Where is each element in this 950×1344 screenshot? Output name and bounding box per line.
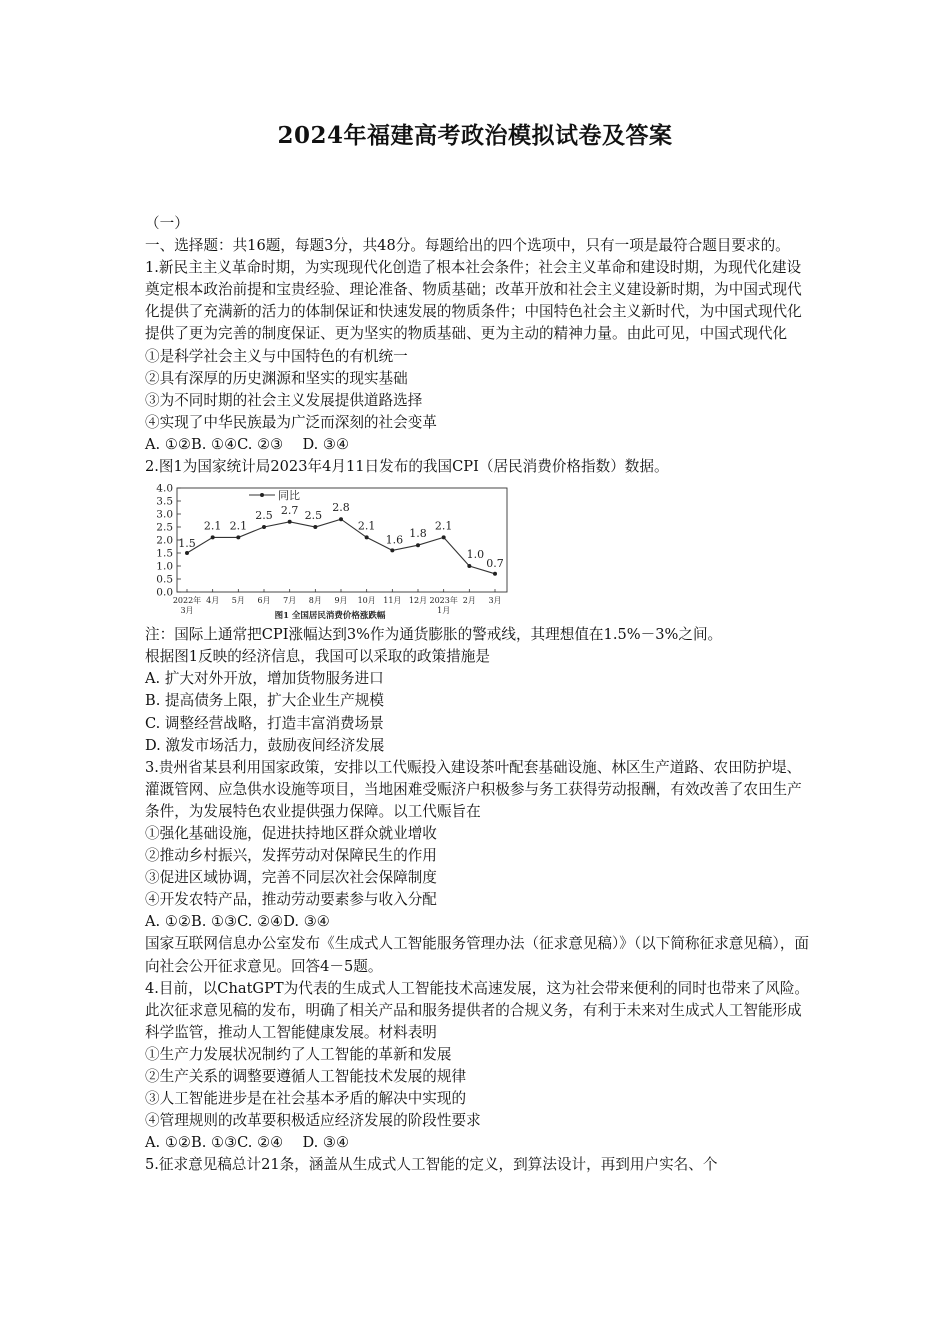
q2-option: C. 调整经营战略，打造丰富消费场景 <box>145 714 384 732</box>
q4-options: A. ①②B. ①③C. ②④ D. ③④ <box>145 1134 350 1152</box>
q4-item: ④管理规则的改革要积极适应经济发展的阶段性要求 <box>145 1112 481 1130</box>
q1-stem: 1.新民主主义革命时期，为实现现代化创造了根本社会条件；社会主义革命和建设时期，为现代化建设奠定根本政治前提和宝贵经验、理论准备、物质基础；改革开放和社会主义建设新时期，为中国式现代化提供了充满新的活力的体制保证和快速发展的物质条件；中国特色社会主义新时代，为中国式现代化提供了更为完善的制度保证、更为坚实的物质基础、更为主动的精神力量。由此可见，中国式现代化 <box>145 259 802 343</box>
q1-item: ②具有深厚的历史渊源和坚实的现实基础 <box>145 369 408 387</box>
y-tick-label: 0.0 <box>156 586 173 599</box>
x-tick-label: 2月 <box>462 596 476 606</box>
data-label: 2.5 <box>304 509 323 523</box>
x-tick-label: 2023年 <box>429 596 458 606</box>
data-label: 1.6 <box>385 533 404 547</box>
x-tick-label: 3月 <box>488 596 502 606</box>
document-title: 2024年福建高考政治模拟试卷及答案 <box>277 122 673 149</box>
x-tick-label: 8月 <box>308 596 322 606</box>
q3-item: ④开发农特产品，推动劳动要素参与收入分配 <box>145 891 437 909</box>
cpi-chart-svg <box>145 480 515 624</box>
legend-label: 同比 <box>278 489 300 503</box>
x-tick-label: 3月 <box>180 606 194 616</box>
instructions: 一、选择题：共16题，每题3分，共48分。每题给出的四个选项中，只有一项是最符合题目要求的。 <box>145 237 790 255</box>
data-label: 2.5 <box>255 509 273 523</box>
x-tick-label: 12月 <box>408 596 428 606</box>
q3-options: A. ①②B. ①③C. ②④D. ③④ <box>145 913 330 931</box>
q2-question: 根据图1反映的经济信息，我国可以采取的政策措施是 <box>145 648 490 666</box>
y-tick-label: 3.5 <box>156 495 173 508</box>
q2-stem: 2.图1为国家统计局2023年4月11日发布的我国CPI（居民消费价格指数）数据。 <box>145 458 669 476</box>
x-tick-label: 6月 <box>257 596 271 606</box>
data-label: 1.8 <box>409 527 427 541</box>
section-mark: （一） <box>145 215 189 232</box>
data-point <box>236 536 240 540</box>
data-point <box>416 543 420 547</box>
q2-option: A. 扩大对外开放，增加货物服务进口 <box>145 670 384 688</box>
cpi-chart <box>145 480 815 624</box>
data-label: 2.1 <box>229 519 248 533</box>
q4-item: ③人工智能进步是在社会基本矛盾的解决中实现的 <box>145 1090 467 1108</box>
data-point <box>339 517 343 521</box>
data-point <box>493 572 497 576</box>
data-label: 2.1 <box>203 519 222 533</box>
q4-item: ②生产关系的调整要遵循人工智能技术发展的规律 <box>145 1068 467 1085</box>
x-tick-label: 7月 <box>283 596 297 606</box>
x-tick-label: 2022年 <box>172 596 202 606</box>
x-tick-label: 5月 <box>231 596 245 606</box>
data-point <box>288 520 292 524</box>
data-point <box>467 564 471 568</box>
data-label: 2.1 <box>357 519 376 533</box>
q2-option: B. 提高债务上限，扩大企业生产规模 <box>145 692 384 710</box>
legend-marker <box>260 493 264 497</box>
x-tick-label: 11月 <box>383 596 402 606</box>
data-label: 2.7 <box>280 503 299 517</box>
y-tick-label: 2.5 <box>156 521 173 534</box>
chart-caption: 图1 全国居民消费价格涨跌幅 <box>274 611 386 622</box>
y-tick-label: 0.5 <box>156 573 173 586</box>
data-point <box>262 525 266 529</box>
data-point <box>211 536 215 540</box>
q3-item: ②推动乡村振兴，发挥劳动对保障民生的作用 <box>145 847 437 865</box>
data-point <box>313 525 317 529</box>
x-tick-label: 4月 <box>206 596 220 606</box>
data-label: 2.1 <box>434 519 453 533</box>
q3-item: ③促进区域协调，完善不同层次社会保障制度 <box>145 869 437 887</box>
q4-item: ①生产力发展状况制约了人工智能的革新和发展 <box>145 1045 452 1063</box>
q2-note: 注：国际上通常把CPI涨幅达到3%作为通货膨胀的警戒线，其理想值在1.5%－3%之间。 <box>145 626 723 644</box>
y-tick-label: 1.5 <box>156 547 173 560</box>
data-point <box>365 536 369 540</box>
q1-item: ①是科学社会主义与中国特色的有机统一 <box>145 347 408 365</box>
y-tick-label: 1.0 <box>156 560 173 573</box>
data-label: 2.8 <box>332 501 350 515</box>
document-body <box>145 213 815 1176</box>
q2-option: D. 激发市场活力，鼓励夜间经济发展 <box>145 736 385 754</box>
q5-stem: 5.征求意见稿总计21条，涵盖从生成式人工智能的定义，到算法设计，再到用户实名、个 <box>145 1156 718 1174</box>
y-tick-label: 3.0 <box>156 508 173 521</box>
q1-item: ④实现了中华民族最为广泛而深刻的社会变革 <box>145 413 437 431</box>
q1-options: A. ①②B. ①④C. ②③ D. ③④ <box>145 435 350 453</box>
q1-item: ③为不同时期的社会主义发展提供道路选择 <box>145 391 423 409</box>
x-tick-label: 1月 <box>437 606 451 616</box>
data-label: 0.7 <box>486 556 504 570</box>
data-point <box>390 549 394 553</box>
data-point <box>442 536 446 540</box>
material-intro: 国家互联网信息办公室发布《生成式人工智能服务管理办法（征求意见稿）》（以下简称征求意见稿），面向社会公开征求意见。回答4－5题。 <box>145 935 810 975</box>
q4-stem: 4.目前，以ChatGPT为代表的生成式人工智能技术高速发展，这为社会带来便利的同时也带来了风险。此次征求意见稿的发布，明确了相关产品和服务提供者的合规义务，有利于未来对生成式人工智能形成科学监管，推动人工智能健康发展。材料表明 <box>145 979 810 1041</box>
data-label: 1.5 <box>178 537 196 551</box>
data-label: 1.0 <box>466 548 485 562</box>
x-tick-label: 9月 <box>334 596 348 606</box>
y-tick-label: 2.0 <box>156 534 173 547</box>
q3-item: ①强化基础设施，促进扶持地区群众就业增收 <box>145 824 437 842</box>
data-point <box>185 551 189 555</box>
q3-stem: 3.贵州省某县利用国家政策，安排以工代赈投入建设茶叶配套基础设施、林区生产道路、农田防护堤、灌溉管网、应急供水设施等项目，当地困难受赈济户积极参与务工获得劳动报酬，有效改善了农田生产条件，为发展特色农业提供强力保障。以工代赈旨在 <box>145 758 802 820</box>
x-tick-label: 10月 <box>357 596 376 606</box>
y-tick-label: 4.0 <box>156 482 173 495</box>
